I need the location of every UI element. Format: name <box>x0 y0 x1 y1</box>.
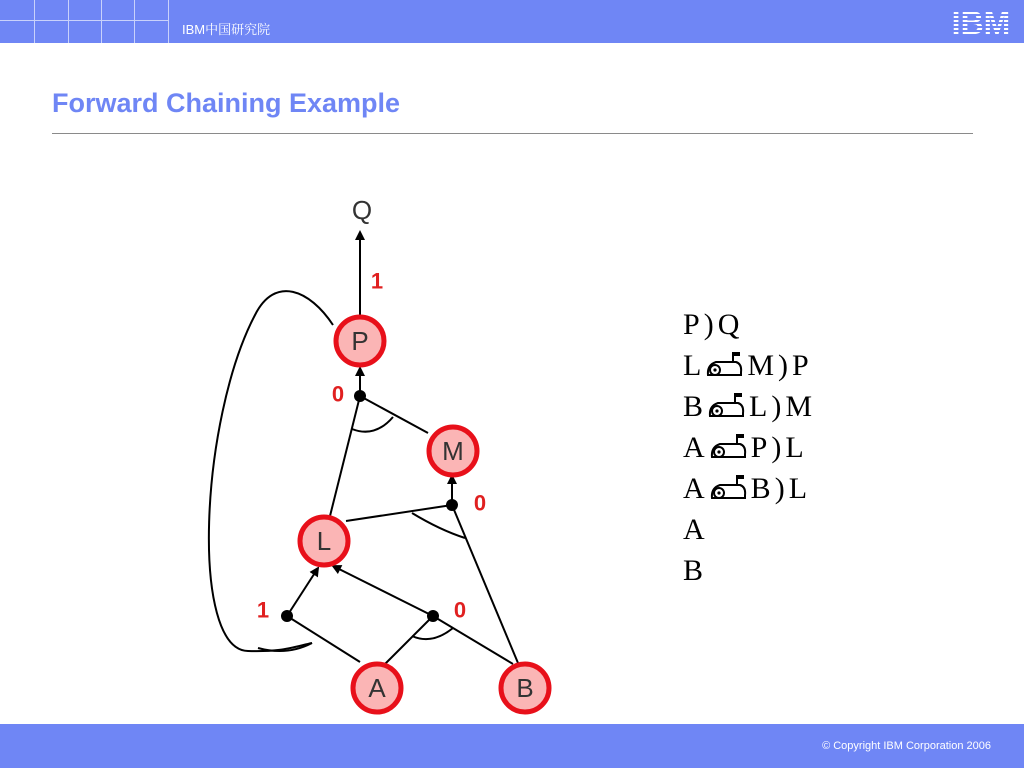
rule-antecedent: A <box>683 431 705 464</box>
node-l-label: L <box>316 526 332 556</box>
mailbox-glyph-icon <box>705 350 743 378</box>
weight-m: 0 <box>473 490 487 516</box>
rule-antecedent: L <box>683 349 702 382</box>
edge-a-to-and-left <box>287 616 360 662</box>
node-q-label: Q <box>351 195 373 225</box>
copyright-text: © Copyright IBM Corporation 2006 <box>822 740 991 752</box>
implication-symbol: ) <box>774 472 785 505</box>
rule-antecedent: P <box>750 431 768 464</box>
edge-l-to-and-p <box>330 396 360 516</box>
slide-title: Forward Chaining Example <box>52 88 401 118</box>
node-a <box>353 664 401 712</box>
rule-line <box>683 304 812 345</box>
rule-antecedent: M <box>747 349 775 382</box>
node-m-label: M <box>442 436 464 466</box>
node-p-label: P <box>351 326 369 356</box>
edge-a-to-and-right <box>384 616 433 665</box>
and-junction-p <box>354 390 366 402</box>
node-p <box>336 317 384 365</box>
mailbox-glyph-icon <box>709 473 747 501</box>
and-junction-left <box>281 610 293 622</box>
rule-consequent: P <box>792 349 809 382</box>
implication-symbol: ) <box>771 390 782 423</box>
rule-line <box>683 427 812 468</box>
brand-text: IBM中国研究院 <box>182 22 271 37</box>
weight-l-right: 0 <box>453 597 467 623</box>
rule-consequent: L <box>785 431 804 464</box>
rule-line <box>683 345 812 386</box>
weight-q: 1 <box>370 268 384 294</box>
footer-bar <box>0 724 1024 768</box>
node-l <box>300 517 348 565</box>
rule-antecedent: L <box>749 390 768 423</box>
ibm-logo-text: IBM <box>951 5 1011 38</box>
rule-antecedent: B <box>683 390 704 423</box>
fact-symbol: B <box>683 554 704 587</box>
rule-antecedent: A <box>683 472 705 505</box>
weight-l-left: 1 <box>256 597 270 623</box>
edge-and-left-to-l <box>287 568 318 616</box>
edge-and-right-to-l <box>333 566 433 616</box>
rule-consequent: Q <box>717 308 740 341</box>
knowledge-base <box>683 304 812 591</box>
fact-line <box>683 550 812 591</box>
and-arc-p <box>352 417 393 432</box>
edge-p-loop-to-and-left <box>209 291 333 651</box>
mailbox-glyph-icon <box>709 432 747 460</box>
rule-consequent: L <box>788 472 808 505</box>
node-m <box>429 427 477 475</box>
implication-symbol: ) <box>703 308 714 341</box>
edge-l-to-and-m <box>346 505 452 521</box>
rule-antecedent: P <box>683 308 700 341</box>
node-a-label: A <box>368 673 386 703</box>
fact-symbol: A <box>683 513 705 546</box>
fact-line <box>683 509 812 550</box>
and-junction-right <box>427 610 439 622</box>
implication-symbol: ) <box>778 349 789 382</box>
rule-line <box>683 386 812 427</box>
node-b-label: B <box>516 673 534 703</box>
implication-symbol: ) <box>771 431 782 464</box>
weight-p: 0 <box>331 381 345 407</box>
rule-antecedent: B <box>750 472 771 505</box>
rule-line <box>683 468 812 509</box>
and-junction-m <box>446 499 458 511</box>
rule-consequent: M <box>785 390 813 423</box>
mailbox-glyph-icon <box>707 391 745 419</box>
edge-b-to-and-m <box>452 505 518 663</box>
edge-m-to-and-p <box>360 396 428 433</box>
node-b <box>501 664 549 712</box>
ibm-logo-icon <box>946 4 1016 38</box>
